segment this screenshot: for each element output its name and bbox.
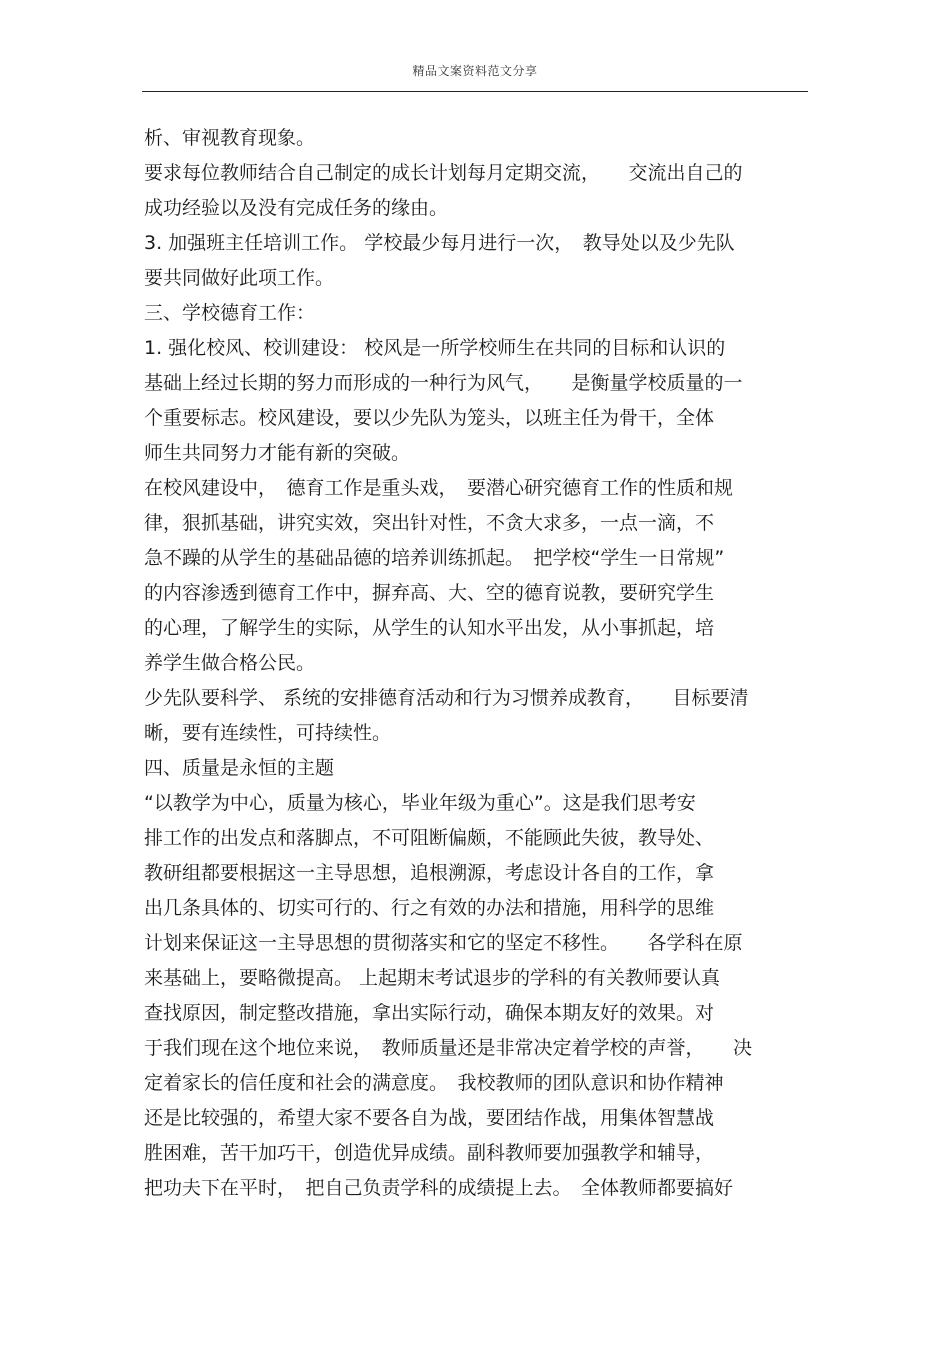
text-line: 来基础上，要略微提高。 上起期末考试退步的学科的有关教师要认真 — [144, 967, 721, 989]
text-line: 养学生做合格公民。 — [144, 652, 316, 674]
text-line: 师生共同努力才能有新的突破。 — [144, 442, 411, 464]
page-header — [142, 0, 808, 92]
text-line: 少先队要科学、 系统的安排德育活动和行为习惯养成教育， 目标要清 — [144, 687, 749, 709]
text-line: 急不躁的从学生的基础品德的培养训练抓起。 把学校“学生一日常规” — [144, 547, 725, 569]
text-line: 3. 加强班主任培训工作。 学校最少每月进行一次， 教导处以及少先队 — [144, 232, 735, 254]
header-title: 精品文案资料范文分享 — [412, 64, 538, 78]
text-line: 析、审视教育现象。 — [144, 127, 316, 149]
section-heading: 三、学校德育工作： — [144, 302, 316, 324]
text-line: 的心理，了解学生的实际，从学生的认知水平出发，从小事抓起，培 — [144, 617, 715, 639]
text-line: 个重要标志。校风建设，要以少先队为笼头，以班主任为骨干，全体 — [144, 407, 715, 429]
text-line: 晰，要有连续性，可持续性。 — [144, 722, 392, 744]
text-line: 的内容渗透到德育工作中，摒弃高、大、空的德育说教，要研究学生 — [144, 582, 715, 604]
text-line: “以教学为中心，质量为核心，毕业年级为重心”。这是我们思考安 — [144, 792, 696, 814]
text-line: 要求每位教师结合自己制定的成长计划每月定期交流， 交流出自己的 — [144, 162, 743, 184]
text-line: 把功夫下在平时， 把自己负责学科的成绩提上去。 全体教师都要搞好 — [144, 1177, 734, 1199]
text-line: 排工作的出发点和落脚点，不可阻断偏颇，不能顾此失彼，教导处、 — [144, 827, 715, 849]
text-line: 定着家长的信任度和社会的满意度。 我校教师的团队意识和协作精神 — [144, 1072, 724, 1094]
text-line: 出几条具体的、切实可行的、行之有效的办法和措施，用科学的思维 — [144, 897, 715, 919]
text-line: 计划来保证这一主导思想的贯彻落实和它的坚定不移性。 各学科在原 — [144, 932, 743, 954]
text-line: 律，狠抓基础，讲究实效，突出针对性，不贪大求多，一点一滴，不 — [144, 512, 715, 534]
text-line: 成功经验以及没有完成任务的缘由。 — [144, 197, 449, 219]
document-body — [144, 121, 808, 1206]
text-line: 在校风建设中， 德育工作是重头戏， 要潜心研究德育工作的性质和规 — [144, 477, 734, 499]
text-line: 于我们现在这个地位来说， 教师质量还是非常决定着学校的声誉， 决 — [144, 1037, 753, 1059]
text-line: 基础上经过长期的努力而形成的一种行为风气， 是衡量学校质量的一 — [144, 372, 743, 394]
header-divider — [142, 91, 808, 92]
text-line: 查找原因，制定整改措施，拿出实际行动，确保本期友好的效果。对 — [144, 1002, 715, 1024]
text-line: 还是比较强的，希望大家不要各自为战，要团结作战，用集体智慧战 — [144, 1107, 715, 1129]
text-line: 胜困难，苦干加巧干，创造优异成绩。副科教师要加强教学和辅导， — [144, 1142, 715, 1164]
text-line: 1. 强化校风、校训建设： 校风是一所学校师生在共同的目标和认识的 — [144, 337, 726, 359]
text-line: 要共同做好此项工作。 — [144, 267, 335, 289]
text-line: 教研组都要根据这一主导思想，追根溯源，考虑设计各自的工作，拿 — [144, 862, 715, 884]
section-heading: 四、质量是永恒的主题 — [144, 757, 335, 779]
